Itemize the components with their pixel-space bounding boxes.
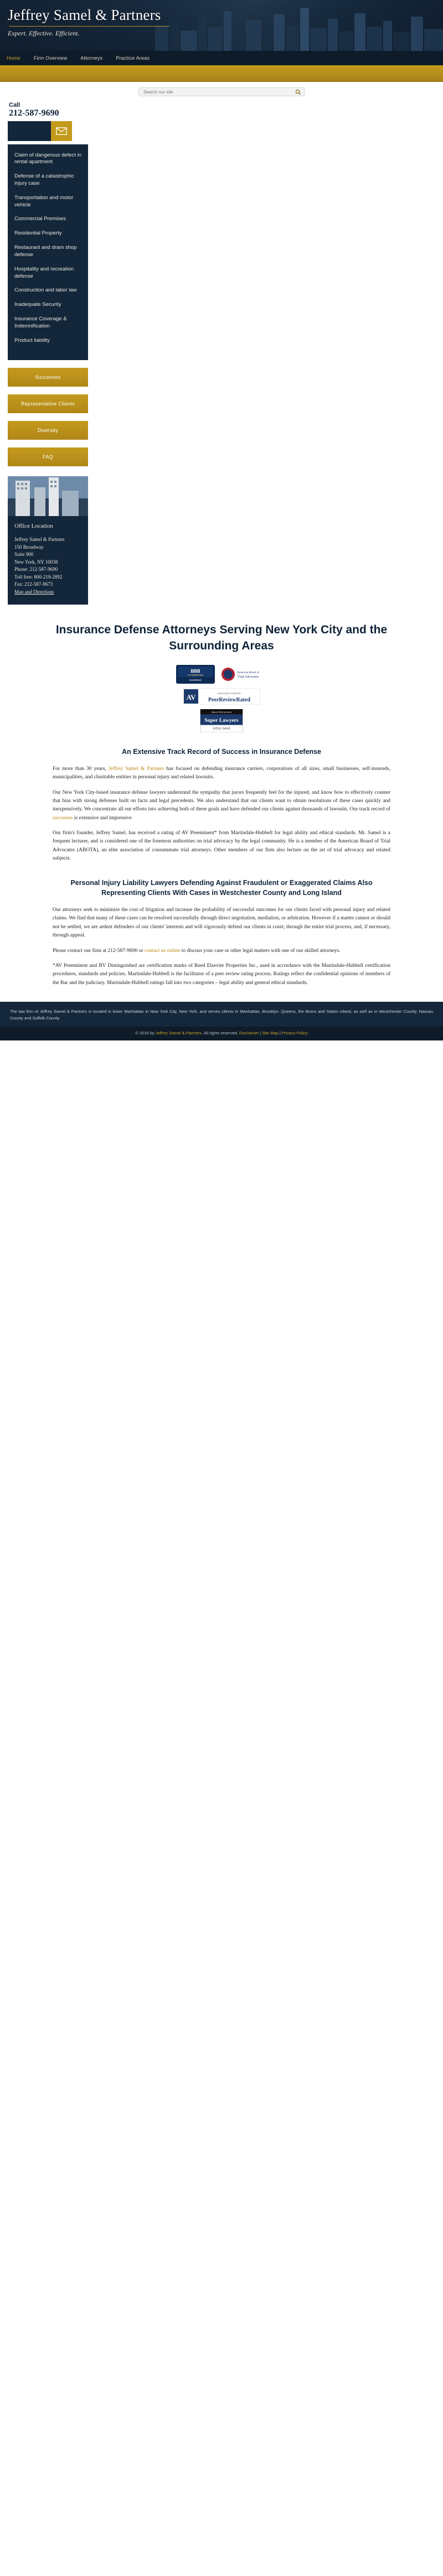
paragraph-litigation-strategy: Our attorneys seek to minimize the cost of litigation and increase the probability of successful outcomes for our clients faced with personal injury and related claims. We find that many of these cases can be resolved successfully through direct negotiation, mediation, or arbitration. However if a matter cannot or should not be settled, we are ardent defenders of our clients' interests and will vigorously defend our clients in court, through the entire trial process, and, if necessary, through appeal. bbox=[53, 907, 390, 939]
svg-text:American Board of: American Board of bbox=[236, 671, 260, 675]
sep2: | bbox=[278, 1031, 282, 1036]
contact-us-online-link[interactable]: contact us online bbox=[144, 948, 181, 954]
search-input[interactable] bbox=[142, 89, 301, 95]
p5-post-text: to discuss your case or other legal matters with one of our skilled attorneys. bbox=[180, 948, 341, 954]
av-peer-review-rated-badge bbox=[183, 688, 260, 705]
nav-item-attorneys[interactable]: Attorneys bbox=[80, 55, 103, 61]
p1-post-text: has focused on defending insurance carriers, corporations of all sizes, small businesses, self-insureds, municipalities, and charitable entities in personal injury and related lawsuits. bbox=[53, 766, 391, 780]
p2-post-text: is extensive and impressive bbox=[73, 815, 132, 821]
sidebar-button-successes[interactable]: Successes bbox=[8, 368, 88, 387]
paragraph-intro bbox=[53, 765, 390, 782]
site-map-link[interactable]: Site Map bbox=[262, 1031, 279, 1036]
copyright-post: . All rights reserved. bbox=[202, 1031, 239, 1036]
practice-area-item[interactable]: Insurance Coverage & Indemnification bbox=[14, 315, 67, 329]
practice-area-item[interactable]: Transportation and motor vehicle bbox=[14, 194, 74, 208]
office-phone: Phone: 212-587-9690 bbox=[14, 566, 58, 573]
office-street: 150 Broadway bbox=[14, 544, 44, 550]
sidebar bbox=[8, 144, 88, 605]
search-area bbox=[0, 82, 443, 100]
main-content bbox=[0, 605, 443, 987]
practice-area-item[interactable]: Claim of dangerous defect in rental apartment bbox=[14, 152, 81, 165]
office-photo-graphic bbox=[8, 476, 88, 516]
header-divider bbox=[9, 26, 169, 27]
site-header bbox=[0, 0, 443, 51]
paragraph-defense-approach bbox=[53, 789, 390, 823]
firm-tagline: Expert. Effective. Efficient. bbox=[8, 29, 80, 37]
section-heading-track-record: An Extensive Track Record of Success in Insurance Defense bbox=[122, 748, 321, 756]
svg-text:Jeffrey Samel: Jeffrey Samel bbox=[213, 727, 230, 731]
better-business-bureau-badge bbox=[176, 665, 215, 684]
copyright-pre: © 2016 by bbox=[135, 1031, 156, 1036]
svg-text:AV: AV bbox=[186, 693, 196, 702]
svg-text:SELECTED IN 2019: SELECTED IN 2019 bbox=[211, 711, 232, 714]
call-strip-dark bbox=[8, 121, 51, 141]
svg-text:Super Lawyers: Super Lawyers bbox=[204, 717, 239, 724]
privacy-policy-link[interactable]: Privacy Policy bbox=[281, 1031, 308, 1036]
svg-text:Martindale-Hubbell®: Martindale-Hubbell® bbox=[218, 692, 241, 695]
practice-area-item[interactable]: Product liability bbox=[14, 337, 50, 344]
sidebar-button-representative-clients[interactable]: Representative Clients bbox=[8, 394, 88, 413]
call-strip bbox=[8, 121, 88, 141]
super-lawyers-badge bbox=[199, 709, 244, 732]
footer-copyright bbox=[0, 1027, 443, 1040]
practice-areas-panel bbox=[8, 144, 88, 361]
p1-pre-text: For more than 30 years, bbox=[53, 766, 109, 772]
svg-text:Trial Advocates: Trial Advocates bbox=[238, 675, 259, 679]
main-navigation[interactable] bbox=[0, 51, 443, 65]
office-suite: Suite 900 bbox=[14, 551, 34, 558]
svg-text:PeerReviewRated: PeerReviewRated bbox=[208, 697, 251, 704]
office-location-panel bbox=[8, 516, 88, 605]
gold-accent-bar bbox=[0, 65, 443, 82]
page-layout bbox=[0, 141, 443, 988]
svg-text:BBB: BBB bbox=[190, 669, 200, 674]
paragraph-contact bbox=[53, 947, 390, 955]
nav-item-practice-areas[interactable]: Practice Areas bbox=[116, 55, 150, 61]
call-label: Call bbox=[9, 102, 20, 108]
paragraph-disclaimer-av: *AV Preeminent and BV Distinguished are certification marks of Reed Elsevier Properties Inc., used in accordance with the Martindale-Hubbell certification procedures, standards and policies. Martindale-Hubbell is the facilitator of a peer review rating process. Ratings reflect the confidential opinions of members of the Bar and the judiciary. Martindale-Hubbell ratings fall into two categories – legal ability and general ethical standards. bbox=[53, 962, 390, 986]
sidebar-button-diversity[interactable]: Diversity bbox=[8, 421, 88, 440]
practice-area-item[interactable]: Restaurant and dram shop defense bbox=[14, 244, 77, 258]
practice-area-item[interactable]: Commercial Premises bbox=[14, 216, 66, 222]
american-board-of-trial-advocates-badge bbox=[220, 665, 267, 684]
accreditation-badges-row-2 bbox=[53, 688, 390, 705]
office-building-photo bbox=[8, 476, 88, 516]
practice-area-item[interactable]: Residential Property bbox=[14, 230, 62, 237]
search-icon[interactable] bbox=[295, 89, 301, 95]
copyright-firm-link[interactable]: Jeffrey Samel & Partners bbox=[155, 1031, 202, 1036]
disclaimer-link[interactable]: Disclaimer bbox=[239, 1031, 259, 1036]
contact-email-button[interactable] bbox=[51, 121, 72, 141]
sidebar-button-faq[interactable]: FAQ bbox=[8, 447, 88, 466]
office-city: New York, NY 10038 bbox=[14, 559, 58, 565]
svg-text:ACCREDITED: ACCREDITED bbox=[187, 674, 204, 677]
p5-pre-text: Please contact our firm at 212-587-9690 or bbox=[53, 948, 145, 954]
accreditation-badges-row-3 bbox=[53, 709, 390, 732]
firm-link[interactable]: Jeffrey Samel & Partners bbox=[108, 766, 164, 772]
search-box[interactable] bbox=[138, 87, 305, 96]
paragraph-founder: Our firm's founder, Jeffrey Samel, has received a rating of AV Preeminent* from Martindale-Hubbell for legal ability and ethical standards. Mr. Samel is a frequent lecturer, and is considered one of the foremost authorities on trial advocacy by the legal community. He is a member of the American Board of Trial Advocates (ABOTA), an elite association of consummate trial attorneys. Other members of our firm also lecture on the art of trial advocacy and related subjects. bbox=[53, 830, 390, 862]
svg-text:BUSINESS: BUSINESS bbox=[189, 679, 202, 682]
footer-service-areas: The law firm of Jeffrey Samel & Partners is located in lower Manhattan in New York City, New York, and serves clients in Manhattan, Brooklyn, Queens, the Bronx and Staten Island, as well as in Westchester County, Nassau County and Suffolk County. bbox=[0, 1002, 443, 1027]
successes-link[interactable]: successes bbox=[53, 815, 73, 821]
practice-area-item[interactable]: Construction and labor law bbox=[14, 287, 77, 294]
practice-areas-list bbox=[14, 152, 81, 345]
section-heading-personal-injury: Personal Injury Liability Lawyers Defending Against Fraudulent or Exaggerated Claims Also Representing Clients With Cases in Westchester County and Long Island bbox=[70, 878, 373, 897]
office-firm-name: Jeffrey Samel & Partners bbox=[14, 537, 65, 543]
sep1: | bbox=[259, 1031, 262, 1036]
p2-pre-text: Our New York City-based insurance defense lawyers understand the sympathy that jurors frequently feel for the injured, and know how to effectively counter that bias with strong defenses built on facts and legal precedents. We also understand that our clients want to obtain resolutions of these cases quickly and inexpensively. We concentrate all our efforts into achieving both of these goals and have defended our clients against thousands of lawsuits. Our track record of bbox=[53, 789, 390, 813]
nav-item-firm-overview[interactable]: Firm Overview bbox=[33, 55, 68, 61]
practice-area-item[interactable]: Hospitality and recreation defense bbox=[14, 266, 74, 279]
firm-name: Jeffrey Samel & Partners bbox=[8, 7, 161, 23]
practice-area-item[interactable]: Inadequate Security bbox=[14, 301, 61, 308]
nav-item-home[interactable]: Home bbox=[7, 55, 20, 61]
office-address bbox=[14, 536, 81, 596]
accreditation-badges-row-1 bbox=[53, 665, 390, 684]
envelope-icon bbox=[56, 127, 67, 135]
call-box bbox=[8, 102, 88, 141]
map-and-directions-link[interactable]: Map and Directions bbox=[14, 589, 54, 595]
practice-area-item[interactable]: Defense of a catastrophic injury case bbox=[14, 173, 74, 187]
office-location-title: Office Location bbox=[14, 523, 53, 530]
office-fax: Fax: 212-587-9673 bbox=[14, 581, 53, 587]
office-tollfree: Toll free: 800-219-2892 bbox=[14, 574, 63, 580]
call-phone-number[interactable]: 212-587-9690 bbox=[9, 108, 59, 118]
page-title: Insurance Defense Attorneys Serving New York City and the Surrounding Areas bbox=[55, 623, 388, 652]
